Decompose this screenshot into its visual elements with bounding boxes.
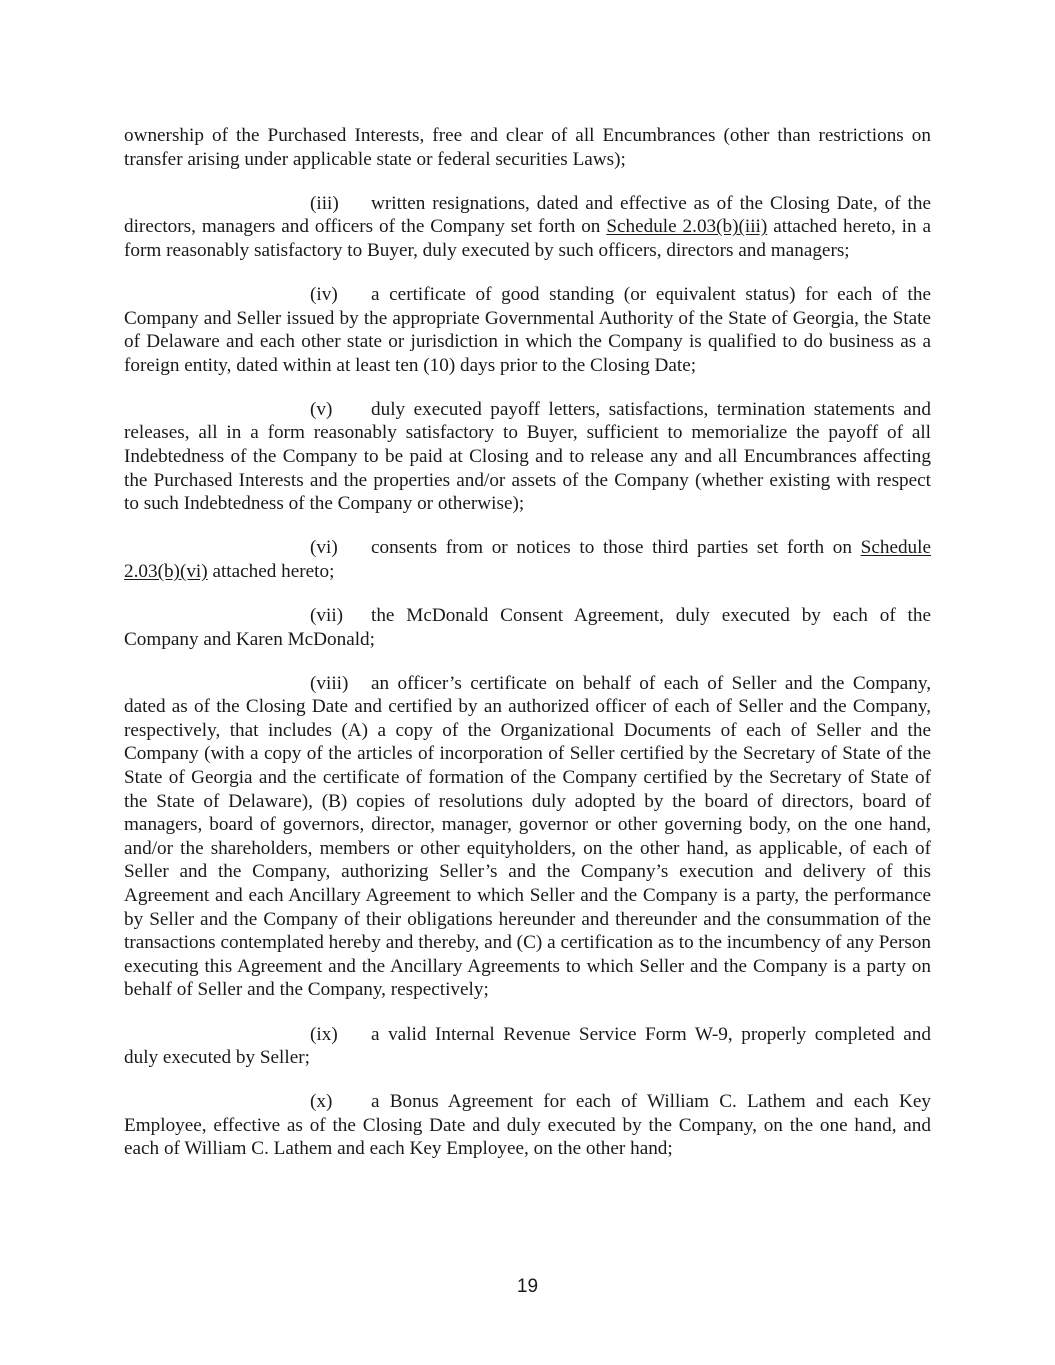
- clause-text: a certificate of good standing (or equivalent status) for each of the Company and Seller issued by the appropriate Governmental Authority of the State of Georgia, the State of Delaware and each other state or jurisdiction in which the Company is qualified to do business as a foreign entity, dated within at least ten (10) days prior to the Closing Date;: [124, 283, 931, 376]
- clause-text-before: written resignations, dated and effective as of the Closing Date, of the directors, managers and officers of the Company set forth on: [124, 192, 931, 238]
- clause-text-after: attached hereto, in a form reasonably satisfactory to Buyer, duly executed by such officers, directors and managers;: [124, 216, 932, 261]
- clause-text: the McDonald Consent Agreement, duly executed by each of the Company and Karen McDonald;: [124, 605, 931, 650]
- clause-viii: [124, 672, 931, 1002]
- schedule-reference-vi: Schedule 2.03(b)(vi): [124, 537, 931, 582]
- clause-number: (viii): [310, 672, 349, 694]
- clause-text: an officer’s certificate on behalf of each of Seller and the Company, dated as of the Closing Date and certified by an authorized officer of each of Seller and the Company, respectively, that includes (A) a copy of the Organizational Documents of each of Seller and the Company (with a copy of the articles of incorporation of Seller certified by the Secretary of State of the State of Georgia and the certificate of formation of the Company certified by the Secretary of State of the State of Delaware), (B) copies of resolutions duly adopted by the board of directors, board of managers, board of governors, director, manager, governor or other governing body, on the one hand, and/or the shareholders, members or other equityholders, on the other hand, as applicable, of each of Seller and the Company, authorizing Seller’s and the Company’s execution and delivery of this Agreement and each Ancillary Agreement to which Seller and the Company is a party, the performance by Seller and the Company of their obligations hereunder and thereunder and the consummation of the transactions contemplated hereby and thereby, and (C) a certification as to the incumbency of any Person executing this Agreement and the Ancillary Agreements to which Seller and the Company is a party on behalf of Seller and the Company, respectively;: [124, 672, 931, 1001]
- clause-number: (vi): [310, 537, 338, 559]
- clause-number: (x): [310, 1091, 333, 1113]
- clause-number: (iii): [310, 192, 339, 214]
- clause-number: (vii): [310, 605, 344, 626]
- paragraph-continuation: [124, 124, 931, 171]
- clause-vi: [124, 536, 931, 583]
- clause-text: a valid Internal Revenue Service Form W-9, properly completed and duly executed by Seller;: [124, 1023, 931, 1069]
- clause-vii: [124, 604, 931, 651]
- clause-iii: [124, 192, 931, 263]
- clause-v: [124, 398, 931, 516]
- clause-number: (iv): [310, 283, 338, 305]
- clause-text-after: attached hereto;: [207, 560, 335, 582]
- clause-text: a Bonus Agreement for each of William C. Lathem and each Key Employee, effective as of the Closing Date and duly executed by the Company, on the one hand, and each of William C. Lathem and each Key Employee, on the other hand;: [124, 1091, 931, 1160]
- clause-number: (v): [310, 398, 333, 420]
- clause-ix: [124, 1023, 931, 1070]
- page-number: 19: [516, 1276, 539, 1297]
- clause-x: [124, 1090, 931, 1161]
- clause-number: (ix): [310, 1023, 338, 1045]
- paragraph-text: ownership of the Purchased Interests, free and clear of all Encumbrances (other than restrictions on transfer arising under applicable state or federal securities Laws);: [124, 125, 931, 170]
- schedule-reference-iii: Schedule 2.03(b)(iii): [606, 216, 768, 238]
- clause-iv: [124, 283, 931, 377]
- clause-text-before: consents from or notices to those third parties set forth on: [371, 537, 861, 559]
- clause-text: duly executed payoff letters, satisfactions, termination statements and releases, all in a form reasonably satisfactory to Buyer, sufficient to memorialize the payoff of all Indebtedness of the Company to be paid at Closing and to release any and all Encumbrances affecting the Purchased Interests and the properties and/or assets of the Company (whether existing with respect to such Indebtedness of the Company or otherwise);: [124, 398, 931, 515]
- document-page: [124, 124, 931, 1161]
